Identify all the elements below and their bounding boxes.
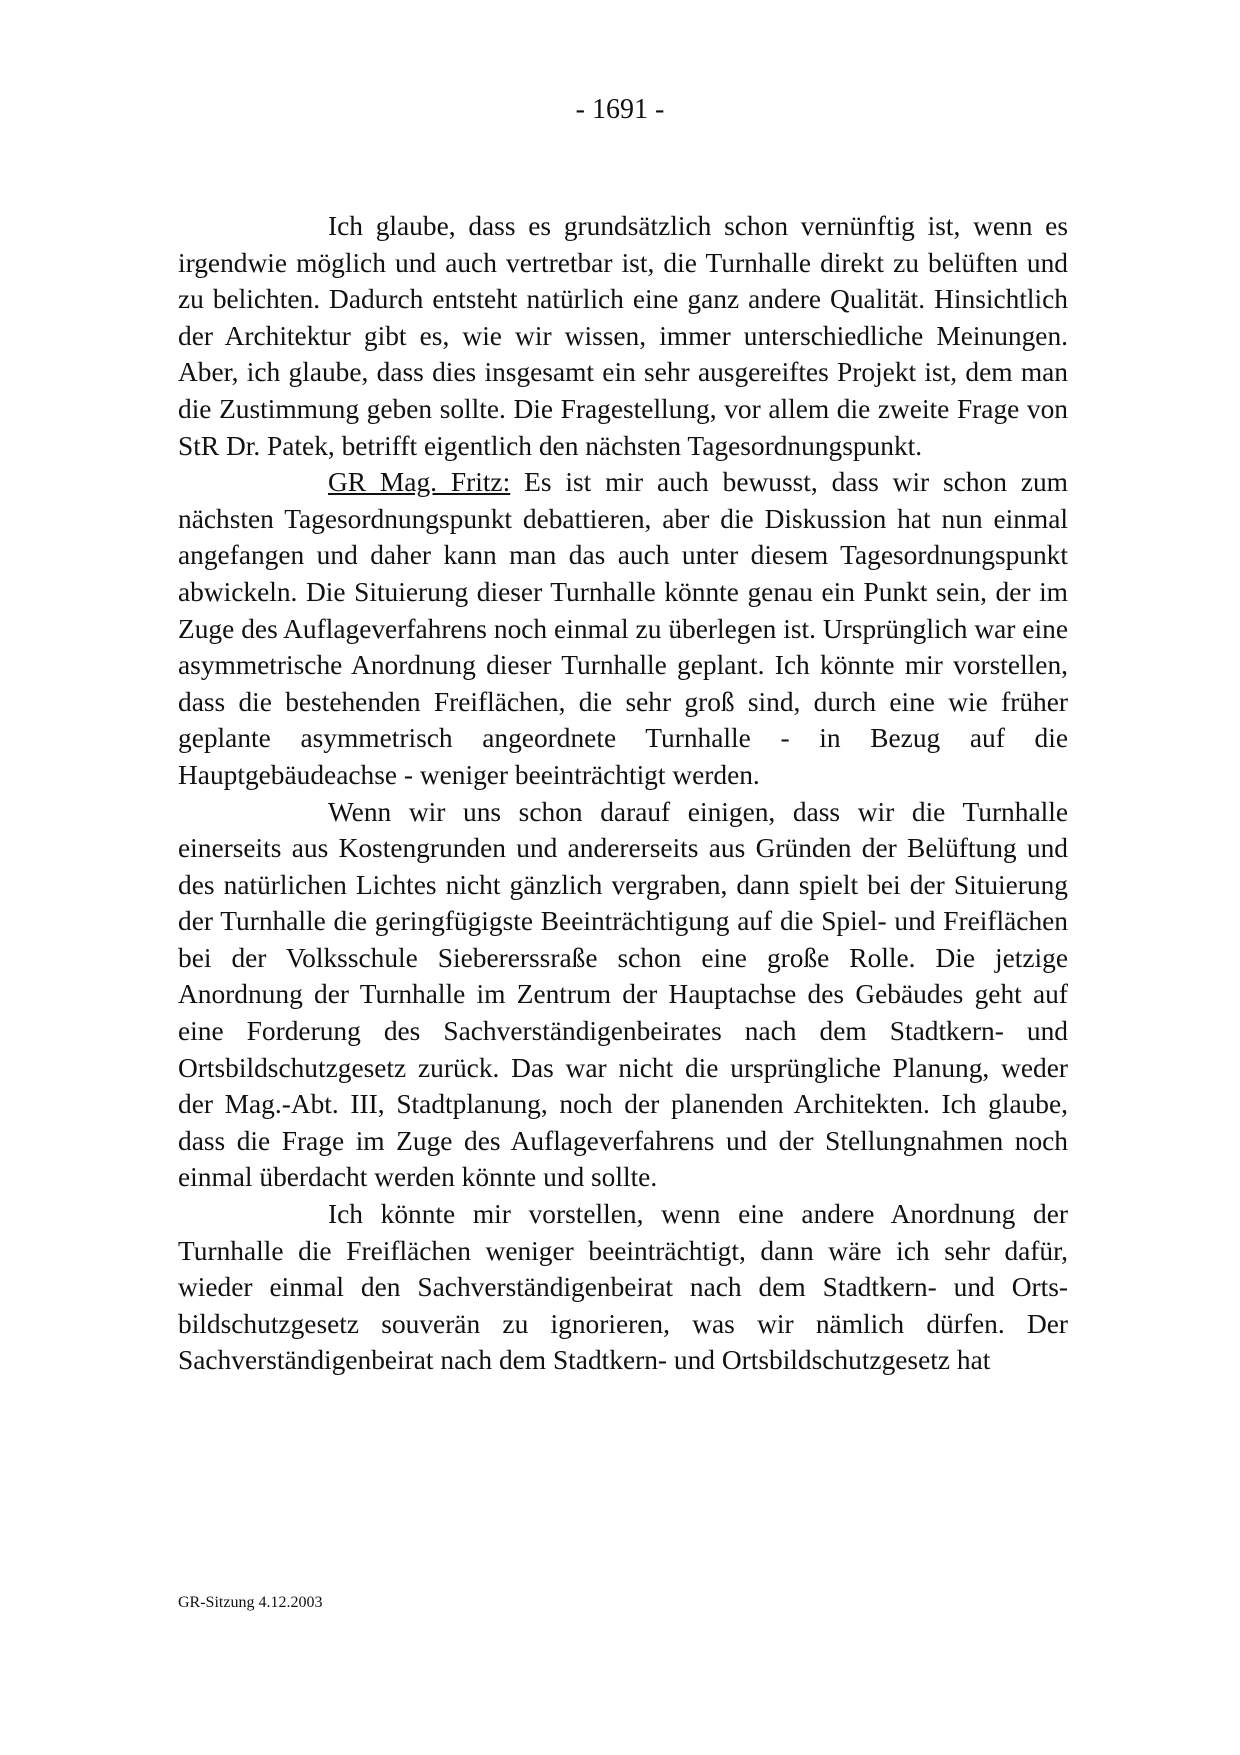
paragraph-4-text: Ich könnte mir vorstellen, wenn eine andere Anordnung der Turnhalle die Freiflächen weniger beeinträchtigt, dann wäre ich sehr dafür, wieder einmal den Sachverständigenbeirat nach dem Stadtkern- und Ortsbildschutzgesetz souverän zu ignorieren, was wir nämlich dürfen. Der Sachverständigenbeirat nach dem Stadtkern- und Ortsbildschutzgesetz hat (178, 1199, 1068, 1376)
footer-session-date: GR-Sitzung 4.12.2003 (178, 1594, 323, 1611)
paragraph-4 (178, 1196, 1068, 1379)
paragraph-1 (178, 208, 1068, 464)
document-body (178, 208, 1068, 1379)
paragraph-3-text: Wenn wir uns schon darauf einigen, dass wir die Turnhalle einerseits aus Kostengrunden und andererseits aus Gründen der Belüftung und des natürlichen Lichtes nicht gänzlich vergraben, dann spielt bei der Situierung der Turnhalle die geringfügigste Beeinträchtigung auf die Spiel- und Freiflächen bei der Volksschule Siebererssraße schon eine große Rolle. Die jetzige Anordnung der Turnhalle im Zentrum der Hauptachse des Gebäudes geht auf eine Forderung des Sachverständigenbeirates nach dem Stadtkern- und Ortsbildschutzgesetz zurück. Das war nicht die ursprüngliche Planung, weder der Mag.-Abt. III, Stadtplanung, noch der planenden Architekten. Ich glaube, dass die Frage im Zuge des Auflageverfahrens und der Stellungnahmen noch einmal überdacht werden könnte und sollte. (178, 796, 1068, 1193)
paragraph-1-text: Ich glaube, dass es grundsätzlich schon vernünftig ist, wenn es irgendwie möglich und auch vertretbar ist, die Turnhalle direkt zu belüften und zu belichten. Dadurch entsteht natürlich eine ganz andere Qualität. Hinsichtlich der Architektur gibt es, wie wir wissen, immer unterschiedliche Meinungen. Aber, ich glaube, dass dies insgesamt ein sehr ausgereiftes Projekt ist, dem man die Zustimmung geben sollte. Die Fragestellung, vor allem die zweite Frage von StR Dr. Patek, betrifft eigentlich den nächsten Tagesordnungspunkt. (178, 211, 1068, 461)
paragraph-2-text: Es ist mir auch bewusst, dass wir schon zum nächsten Tagesordnungspunkt debattieren, aber die Diskussion hat nun einmal angefangen und daher kann man das auch unter diesem Tagesordnungspunkt abwickeln. Die Situierung dieser Turnhalle könnte genau ein Punkt sein, der im Zuge des Auflageverfahrens noch einmal zu überlegen ist. Ursprünglich war eine asymmetrische Anordnung dieser Turnhalle geplant. Ich könnte mir vorstellen, dass die bestehenden Freiflächen, die sehr groß sind, durch eine wie früher geplante asymmetrisch angeordnete Turnhalle - in Bezug auf die Hauptgebäudeachse - weniger beeinträchtigt werden. (178, 467, 1068, 790)
paragraph-3 (178, 794, 1068, 1197)
speaker-name: GR Mag. Fritz: (328, 467, 511, 498)
paragraph-2 (178, 464, 1068, 793)
page-number: - 1691 - (575, 94, 665, 125)
